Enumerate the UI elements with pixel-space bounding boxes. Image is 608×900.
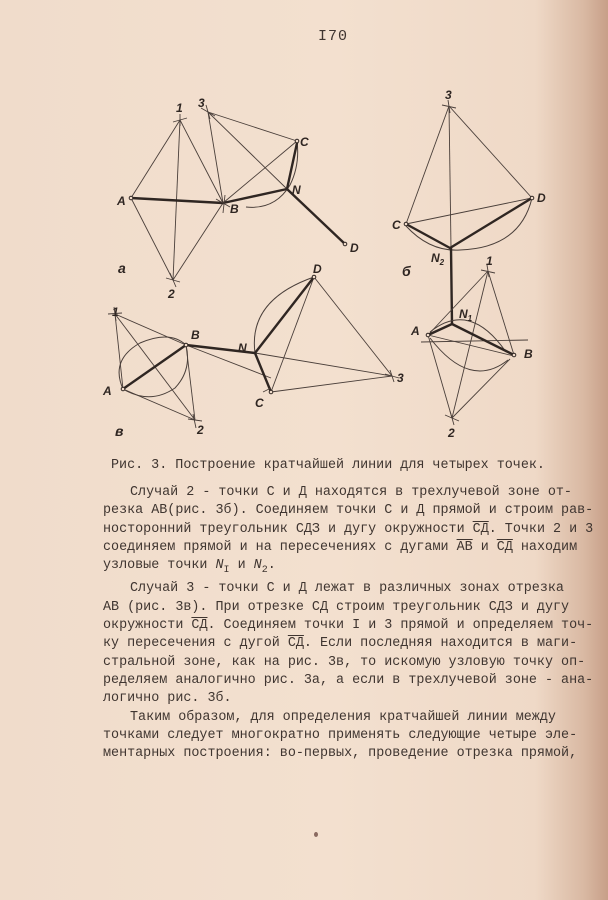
label-point-2: 2 [197,423,204,437]
page-number: I70 [318,28,349,45]
label-point-d: D [350,241,359,255]
label-point-3: 3 [397,371,404,385]
text-line: Случай 2 - точки С и Д находятся в трехлучевой зоне от- [130,485,572,500]
label-point-3: 3 [198,96,205,110]
label-point-1: 1 [486,254,493,268]
panel-label-v: в [115,423,124,439]
panel-label-b: б [402,263,411,279]
figure-panel-b [392,88,546,440]
label-point-d: D [537,191,546,205]
arc-notation: СД [496,539,513,555]
label-point-d: D [313,262,322,276]
node-point-n1: N [215,558,224,574]
paper-speck [314,832,318,837]
label-point-a: A [411,324,420,338]
text-line: узловые точки $N_I$ и $N_2$. [103,558,276,577]
text-line: логично рис. 3б. [103,691,232,707]
text-line: стральной зоне, как на рис. 3в, то искомую узловую точку оп- [103,654,586,670]
arc-notation: СД [472,521,489,537]
text-line: точками следует многократно применять следующие четыре эле- [103,727,578,743]
arc-notation: АВ [456,539,473,555]
arc-notation: СД [287,636,304,652]
label-point-1: 1 [176,101,183,115]
text-line: соединяем прямой и на пересечениях с дугами АВ и СД находим [103,539,578,555]
figure-panel-v [102,262,404,439]
label-point-n1: $N_1$ [459,307,473,323]
body-text [103,484,594,763]
text-line: Случай 3 - точки С и Д лежат в различных зонах отрезка [130,581,564,597]
text-line: носторонний треугольник СДЗ и дугу окружности СД. Точки 2 и 3 [103,521,594,537]
arc-notation: СД [191,618,208,634]
text-line: резка АВ(рис. 3б). Соединяем точки С и Д прямой и строим рав- [103,503,594,519]
text-line: ку пересечения с дугой СД. Если последняя находится в маги- [103,636,578,652]
label-point-c: C [300,135,309,149]
figure-panel-a [116,96,359,301]
label-point-n2: $N_2$ [431,251,445,267]
label-point-2: 2 [168,287,175,301]
label-point-3: 3 [445,88,452,102]
label-point-2: 2 [448,426,455,440]
text-line: окружности СД. Соединяем точки I и 3 прямой и определяем точ- [103,618,594,634]
text-line: Таким образом, для определения кратчайшей линии между [130,709,556,725]
label-point-c: C [255,396,264,410]
label-point-b: B [524,347,533,361]
text-line: АВ (рис. 3в). При отрезке СД строим треугольник СДЗ и дугу [103,599,570,615]
label-point-1: 1 [112,305,119,319]
text-line: ментарных построения: во-первых, проведение отрезка прямой, [103,746,578,762]
figure-caption: Рис. 3. Построение кратчайшей линии для четырех точек. [111,458,545,473]
label-point-b: B [230,202,239,216]
label-point-c: C [392,218,401,232]
label-point-a: A [103,384,112,398]
label-point-b: B [191,328,200,342]
label-point-a: A [117,194,126,208]
panel-label-a: а [118,260,126,276]
label-point-n: N [238,341,247,355]
node-point-n2: N [253,558,262,574]
label-point-n: N [292,183,301,197]
text-line: ределяем аналогично рис. 3а, а если в трехлучевой зоне - ана- [103,672,594,688]
